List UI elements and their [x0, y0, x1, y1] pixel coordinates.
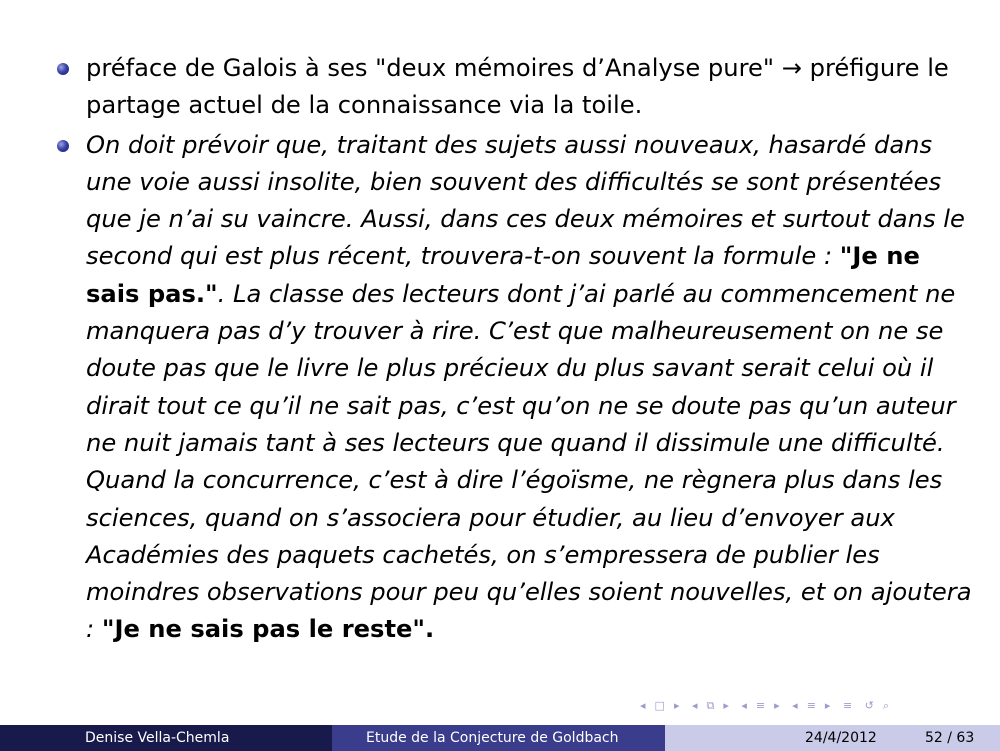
bold-phrase-le-reste: "Je ne sais pas le reste". [101, 615, 435, 644]
quote-text-middle: . La classe des lecteurs dont j’ai parlé au commencement ne manquera pas d’y trouver à rire. C’est que malheureusement on ne se doute pas que le livre le plus précieux du plus savant serait celui où il dirait tout ce qu’il ne sait pas, c’est qu’on ne se doute pas qu’un auteur ne nuit jamais tant à ses lecteurs que quand il dissimule une difficulté. Quand la concurrence, c’est à dire l’égoïsme, ne règnera plus dans les sciences, quand on s’associera pour étudier, au lieu d’envoyer aux Académies des paquets cachetés, on s’empressera de publier les moindres observations pour peu qu’elles soient nouvelles, et on ajoutera : [86, 279, 972, 644]
nav-slide-icon[interactable]: ≡ [806, 699, 816, 712]
bullet-icon [57, 140, 69, 152]
nav-section-next-icon[interactable]: ▸ [774, 699, 780, 712]
footer-title: Etude de la Conjecture de Goldbach [332, 725, 665, 751]
preface-text-start: préface de Galois à ses "deux mémoires d’Analyse pure" [86, 54, 782, 82]
nav-section-prev-icon[interactable]: ◂ [741, 699, 747, 712]
nav-slide-next-icon[interactable]: ▸ [824, 699, 831, 712]
nav-subsection-prev-icon[interactable]: ◂ [691, 699, 698, 712]
slide-content [48, 50, 978, 651]
footer-bar [0, 725, 1000, 751]
nav-subsection-next-icon[interactable]: ▸ [723, 699, 729, 712]
bold-phrase-je-ne-sais-pas: "Je ne sais pas." [86, 242, 920, 308]
nav-zoom-icon[interactable]: ⌕ [882, 699, 890, 712]
nav-search-icon[interactable]: ↺ [864, 699, 874, 712]
footer-date: 24/4/2012 [805, 730, 877, 746]
footer-author: Denise Vella-Chemla [0, 725, 332, 751]
arrow-symbol: → [781, 54, 802, 82]
preface-text-end: préfigure le partage actuel de la connaissance via la toile. [86, 54, 949, 120]
nav-frame-prev-icon[interactable]: ◂ [640, 699, 646, 712]
footer-info [665, 725, 1000, 751]
bullet-icon [57, 63, 69, 75]
nav-subsection-icon[interactable]: ⧉ [706, 699, 715, 712]
bullet-item-preface [48, 50, 978, 125]
footer-page-number: 52 / 63 [925, 730, 975, 746]
nav-frame-next-icon[interactable]: ▸ [673, 699, 680, 712]
nav-section-icon[interactable]: ≡ [755, 699, 766, 712]
nav-slide-prev-icon[interactable]: ◂ [792, 699, 798, 712]
nav-appendix-icon[interactable]: ≡ [842, 699, 853, 712]
nav-frame-icon[interactable]: □ [654, 699, 665, 712]
bullet-item-quote [48, 127, 978, 649]
quote-text-start: On doit prévoir que, traitant des sujets aussi nouveaux, hasardé dans une voie aussi insolite, bien souvent des difficultés se sont présentées que je n’ai su vaincre. Aussi, dans ces deux mémoires et surtout dans le second qui est plus récent, trouvera-t-on souvent la formule : [86, 130, 965, 271]
beamer-navigation[interactable] [640, 699, 898, 713]
